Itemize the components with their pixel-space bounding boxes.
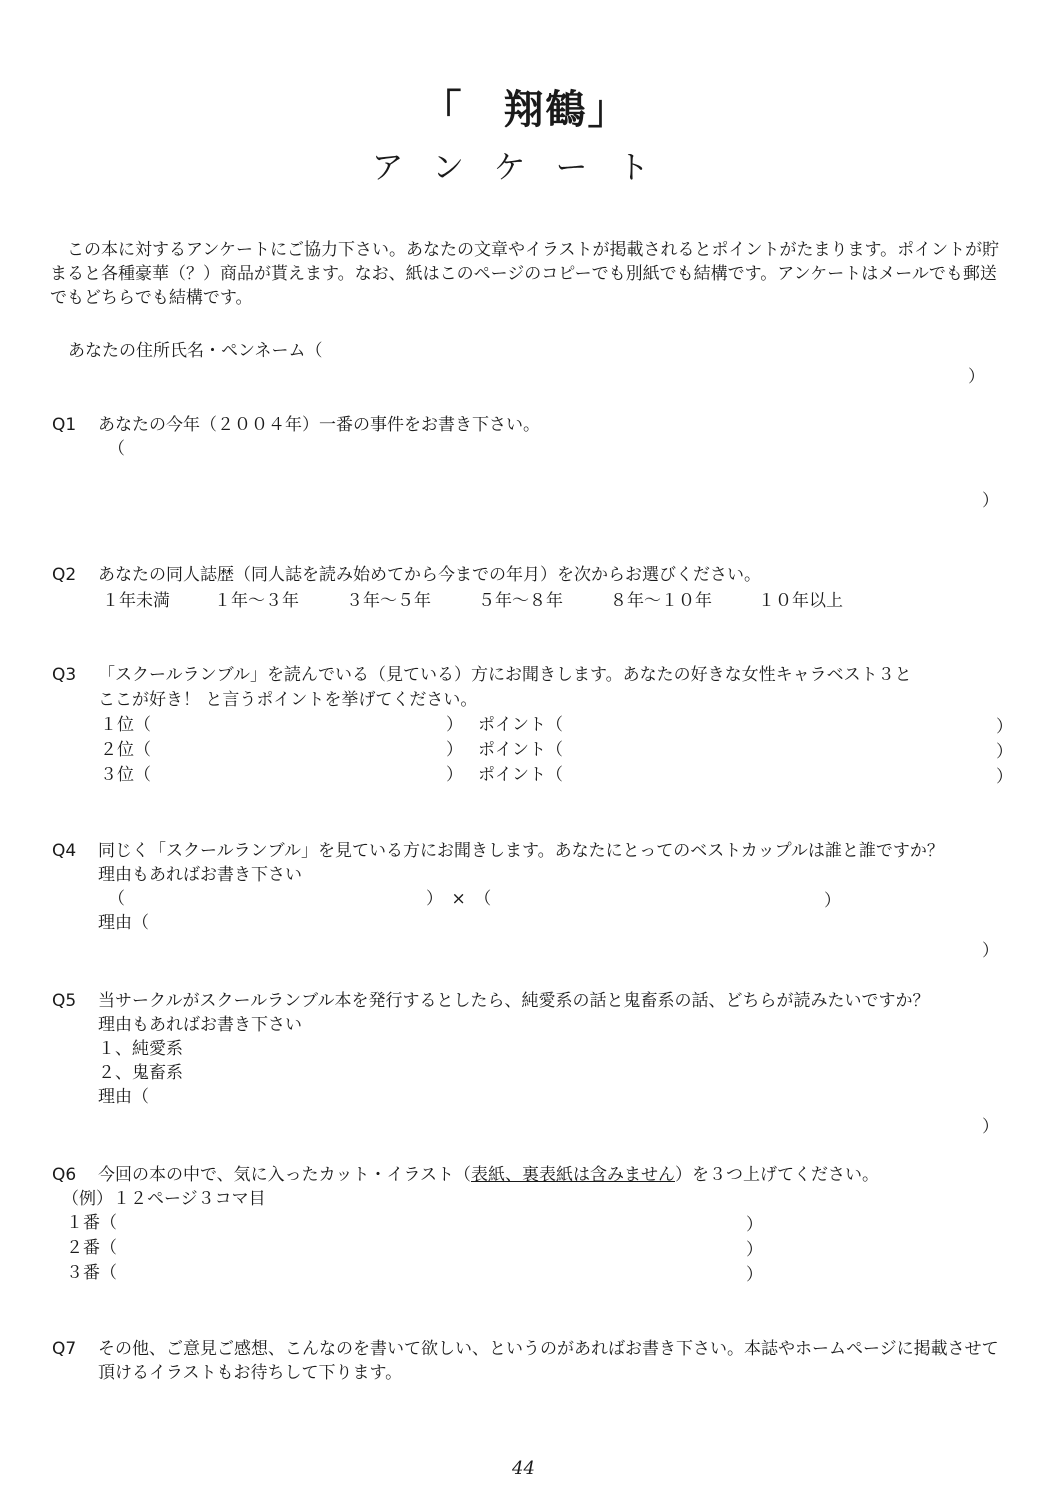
intro-paragraph (50, 238, 1000, 310)
q2-option-2[interactable]: １年〜３年 (214, 591, 299, 611)
address-label: あなたの住所氏名・ペンネーム（ (68, 341, 323, 361)
q3-rank-3-close: ） (446, 765, 463, 785)
q6-slot-1-close: ） (746, 1215, 763, 1235)
q3-rank-3: ３位（ (100, 765, 151, 785)
q3-rank-2-close: ） (446, 740, 463, 760)
intro-text: この本に対するアンケートにご協力下さい。あなたの文章やイラストが掲載されるとポイントがたまります。ポイントが貯まると各種豪華（？）商品が貰えます。なお、紙はこのページのコピーでも別紙でも結構です。アンケートはメールでも郵送でもどちらでも結構です。 (50, 240, 1000, 308)
q7-line1: その他、ご意見ご感想、こんなのを書いて欲しい、というのがあればお書き下さい。本誌やホームページに掲載させて (98, 1339, 999, 1359)
q4-open: （ (108, 889, 125, 909)
q6-slot-3-close: ） (746, 1265, 763, 1285)
q6-text-pre: 今回の本の中で、気に入ったカット・イラスト（ (98, 1165, 471, 1185)
q6-slot-3: ３番（ (66, 1263, 117, 1283)
q4-close: ） (824, 891, 841, 911)
q4-number: Q4 (52, 841, 77, 861)
q5-line1: 当サークルがスクールランブル本を発行するとしたら、純愛系の話と鬼畜系の話、どちらが読みたいですか？ (98, 991, 930, 1011)
q6-text-underlined: 表紙、裏表紙は含みません (470, 1165, 675, 1185)
q3-rank-2: ２位（ (100, 740, 151, 760)
q5-option-2[interactable]: ２、鬼畜系 (98, 1063, 183, 1083)
q3-point-1-close: ） (996, 717, 1013, 737)
q6-slot-1: １番（ (66, 1213, 117, 1233)
q6-example: （例）１２ページ３コマ目 (62, 1189, 266, 1209)
page-number: 44 (512, 1458, 535, 1479)
q5-reason-close: ） (982, 1117, 999, 1137)
q2-text: あなたの同人誌歴（同人誌を読み始めてから今までの年月）を次からお選びください。 (98, 565, 761, 585)
address-close: ） (968, 367, 985, 387)
q4-reason-close: ） (982, 941, 999, 961)
q2-option-5[interactable]: ８年〜１０年 (610, 591, 712, 611)
q1-text: あなたの今年（２００４年）一番の事件をお書き下さい。 (98, 415, 540, 435)
title-open-bracket: 「 (421, 86, 464, 133)
q5-reason: 理由（ (98, 1087, 149, 1107)
q3-point-3-close: ） (996, 767, 1013, 787)
q2-option-3[interactable]: ３年〜５年 (346, 591, 431, 611)
q3-point-3: ポイント（ (478, 765, 563, 785)
q2-number: Q2 (52, 565, 77, 585)
q3-number: Q3 (52, 665, 77, 685)
q3-point-1: ポイント（ (478, 715, 563, 735)
q3-rank-1: １位（ (100, 715, 151, 735)
title-close-bracket: 」 (587, 86, 630, 133)
q5-line2: 理由もあればお書き下さい (98, 1015, 302, 1035)
q7-number: Q7 (52, 1339, 77, 1359)
q4-reason: 理由（ (98, 913, 149, 933)
page-subtitle: アンケート (371, 148, 680, 186)
q1-close: ） (982, 491, 999, 511)
q7-line2: 頂けるイラストもお待ちして下ります。 (98, 1363, 403, 1383)
q2-option-4[interactable]: ５年〜８年 (478, 591, 563, 611)
page-title (0, 78, 1051, 135)
q1-open: （ (108, 439, 125, 459)
q5-number: Q5 (52, 991, 77, 1011)
q6-slot-2-close: ） (746, 1240, 763, 1260)
q6-text (98, 1164, 879, 1186)
q3-point-2: ポイント（ (478, 740, 563, 760)
q3-line2: ここが好き！ と言うポイントを挙げてください。 (98, 690, 478, 710)
q2-option-6[interactable]: １０年以上 (758, 591, 843, 611)
q4-times: ） × （ (426, 889, 492, 909)
q6-number: Q6 (52, 1165, 77, 1185)
q2-option-1[interactable]: １年未満 (102, 591, 170, 611)
q3-rank-1-close: ） (446, 715, 463, 735)
q5-option-1[interactable]: １、純愛系 (98, 1039, 183, 1059)
q3-line1: 「スクールランブル」を読んでいる（見ている）方にお聞きします。あなたの好きな女性キャラベスト３と (98, 665, 912, 685)
q6-text-post: ）を３つ上げてください。 (674, 1165, 879, 1185)
q4-line2: 理由もあればお書き下さい (98, 865, 302, 885)
q3-point-2-close: ） (996, 742, 1013, 762)
q6-slot-2: ２番（ (66, 1238, 117, 1258)
q4-line1: 同じく「スクールランブル」を見ている方にお聞きします。あなたにとってのベストカップルは誰と誰ですか？ (98, 841, 944, 861)
title-main-text: 翔鶴 (503, 86, 588, 133)
q1-number: Q1 (52, 415, 77, 435)
